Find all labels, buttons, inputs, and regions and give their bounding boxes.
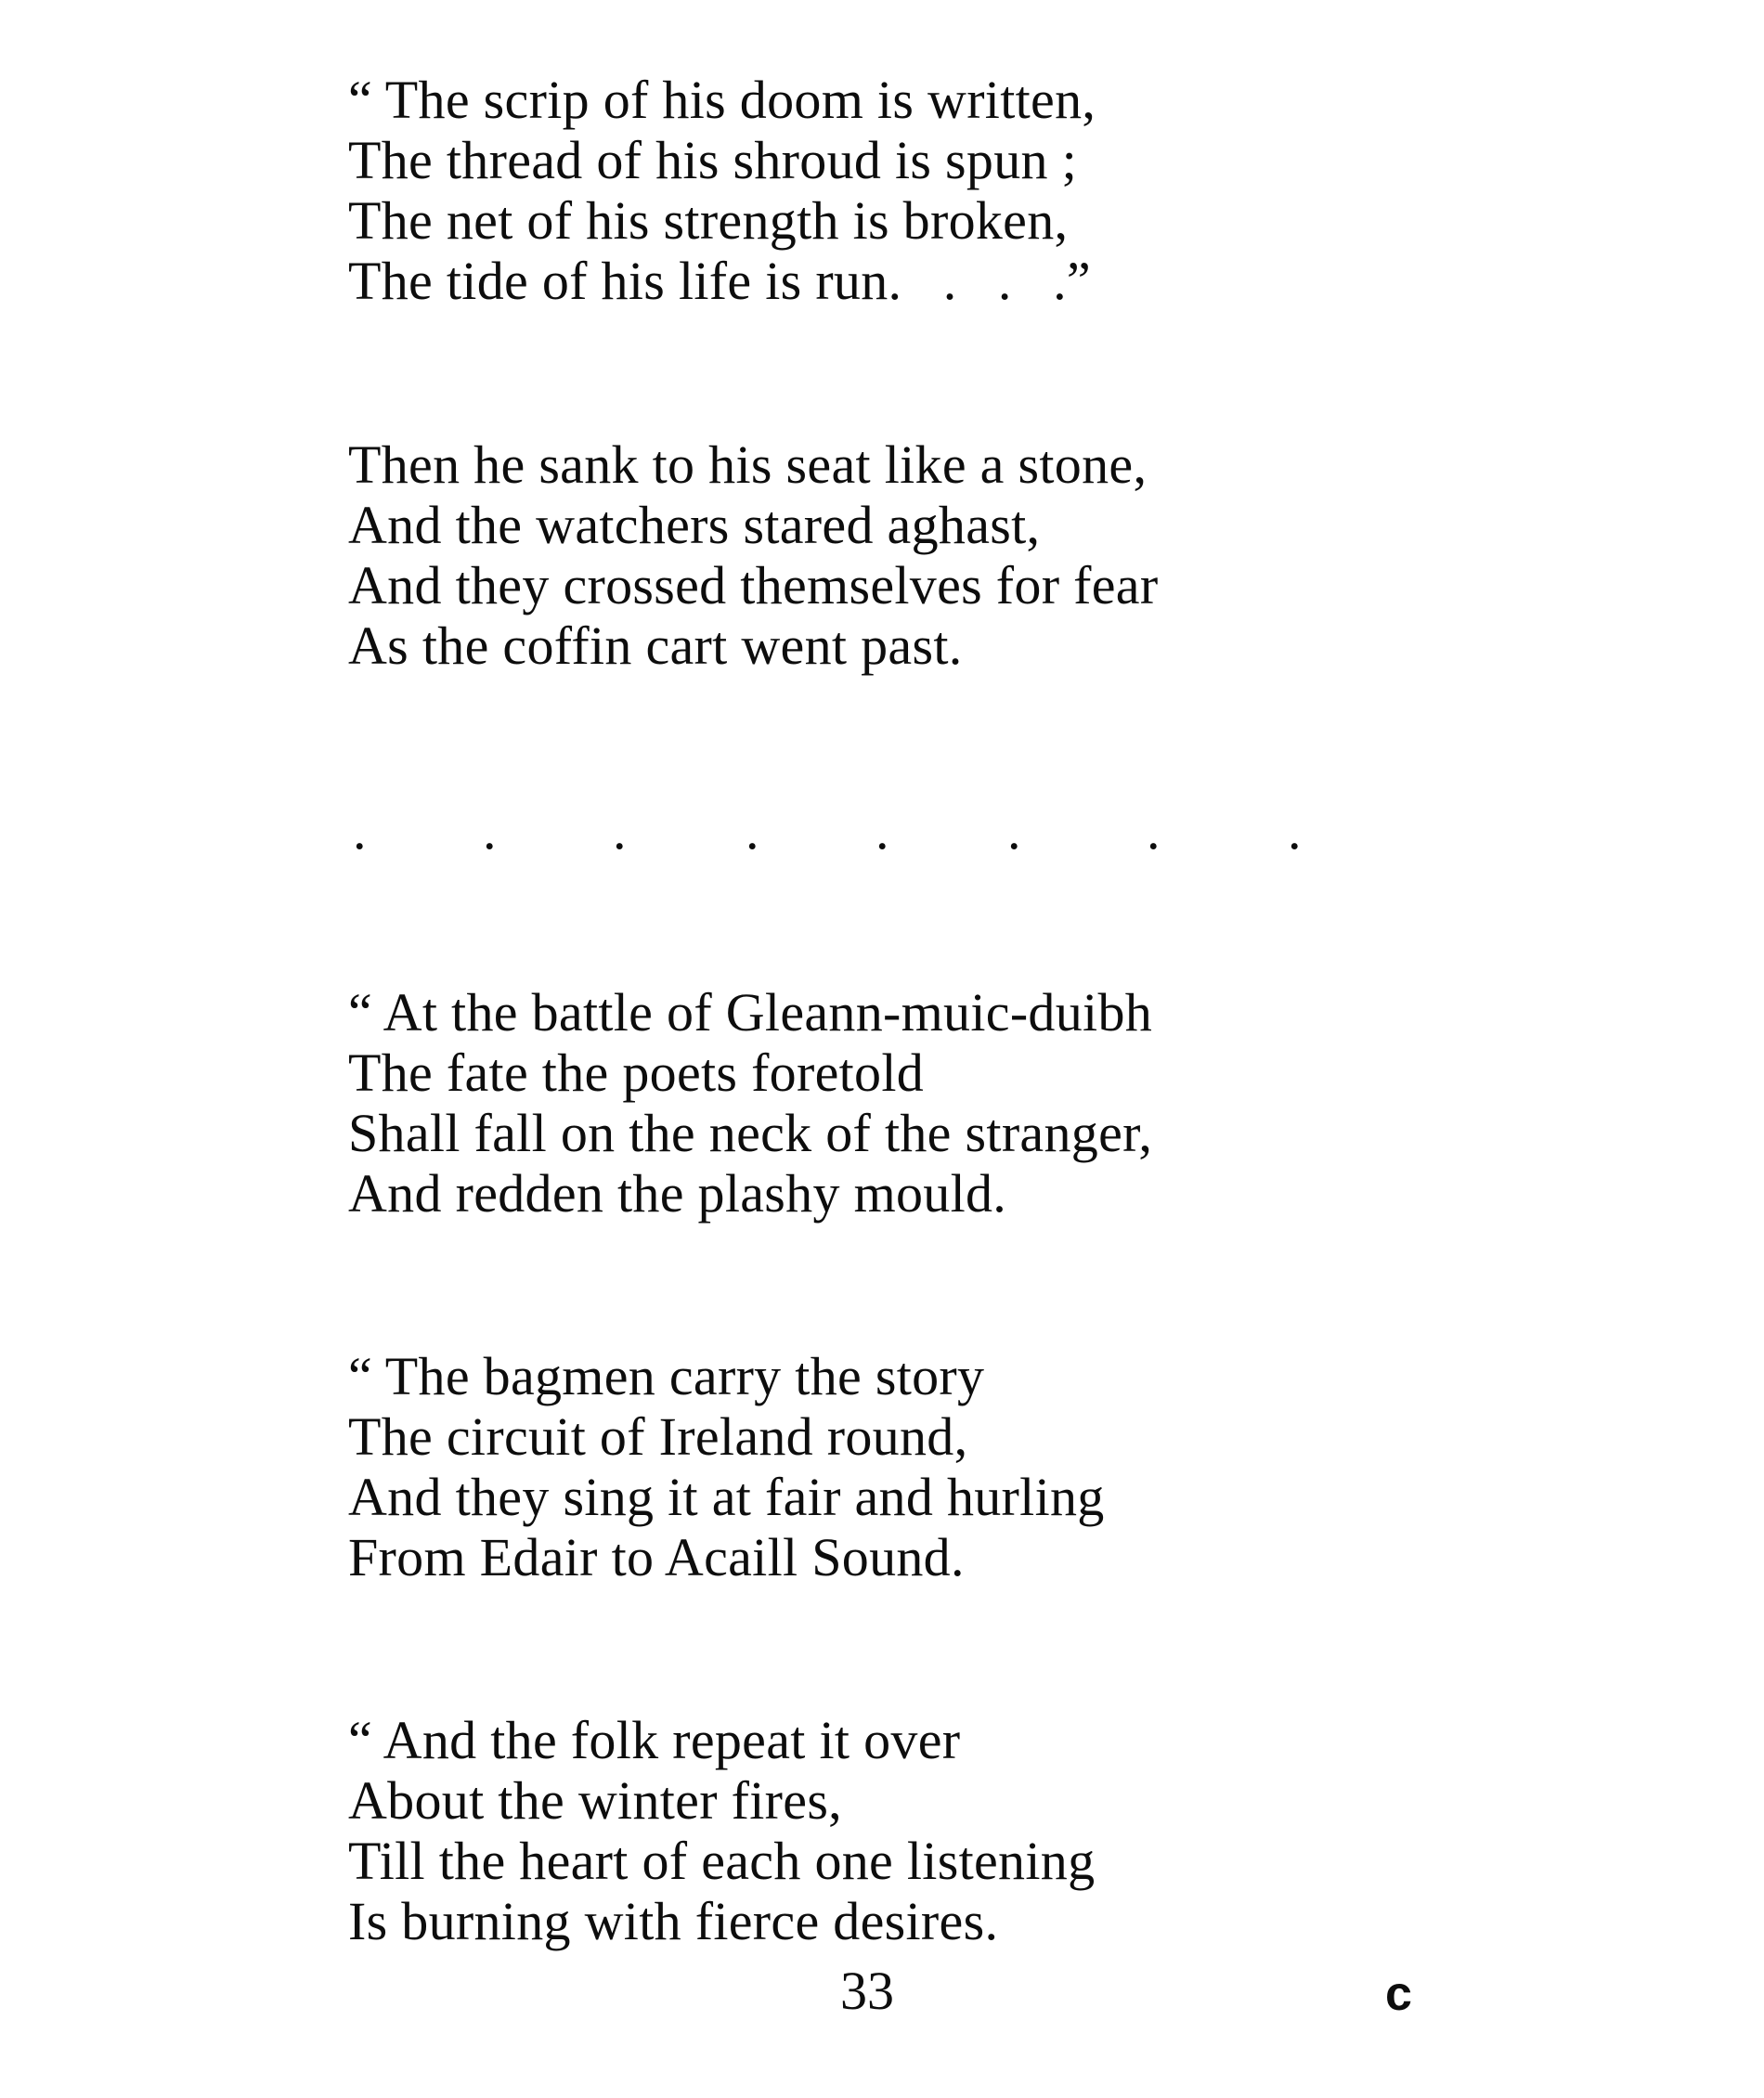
verse-line: “ The bagmen carry the story <box>348 1346 985 1406</box>
verse-line: And they crossed themselves for fear <box>348 555 1159 615</box>
verse-line: As the coffin cart went past. <box>348 615 963 676</box>
page-number: 33 <box>840 1961 894 2021</box>
verse-line: The fate the poets foretold <box>348 1043 925 1103</box>
verse-line: Shall fall on the neck of the stranger, <box>348 1103 1153 1163</box>
stanza <box>348 1346 1105 1587</box>
verse-line: The circuit of Ireland round, <box>348 1406 968 1467</box>
stanza <box>348 70 1096 311</box>
break-dot: . <box>613 800 627 861</box>
break-dot: . <box>1007 800 1021 861</box>
verse-line: From Edair to Acaill Sound. <box>348 1527 965 1587</box>
verse-line: Till the heart of each one listening <box>348 1831 1096 1891</box>
section-break-dots <box>348 800 1314 861</box>
stanza <box>348 434 1158 676</box>
break-dot: . <box>1288 800 1302 861</box>
stanza <box>348 1710 1095 1951</box>
verse-line: “ And the folk repeat it over <box>348 1710 961 1770</box>
verse-line: Is burning with fierce desires. <box>348 1891 999 1951</box>
verse-line: Then he sank to his seat like a stone, <box>348 434 1148 495</box>
break-dot: . <box>1147 800 1161 861</box>
verse-line: The thread of his shroud is spun ; <box>348 130 1078 190</box>
break-dot: . <box>876 800 889 861</box>
verse-line: And redden the plashy mould. <box>348 1163 1007 1224</box>
verse-line: The tide of his life is run. . . .” <box>348 251 1091 311</box>
verse-line: And they sing it at fair and hurling <box>348 1467 1105 1527</box>
break-dot: . <box>353 800 367 861</box>
verse-line: And the watchers stared aghast, <box>348 495 1041 555</box>
verse-line: “ At the battle of Gleann-muic-duibh <box>348 982 1153 1043</box>
break-dot: . <box>746 800 759 861</box>
verse-line: “ The scrip of his doom is written, <box>348 70 1096 130</box>
signature-mark: c <box>1385 1967 1412 2021</box>
stanza <box>348 982 1152 1224</box>
verse-line: The net of his strength is broken, <box>348 190 1069 251</box>
break-dot: . <box>483 800 497 861</box>
verse-line: About the winter fires, <box>348 1770 842 1831</box>
